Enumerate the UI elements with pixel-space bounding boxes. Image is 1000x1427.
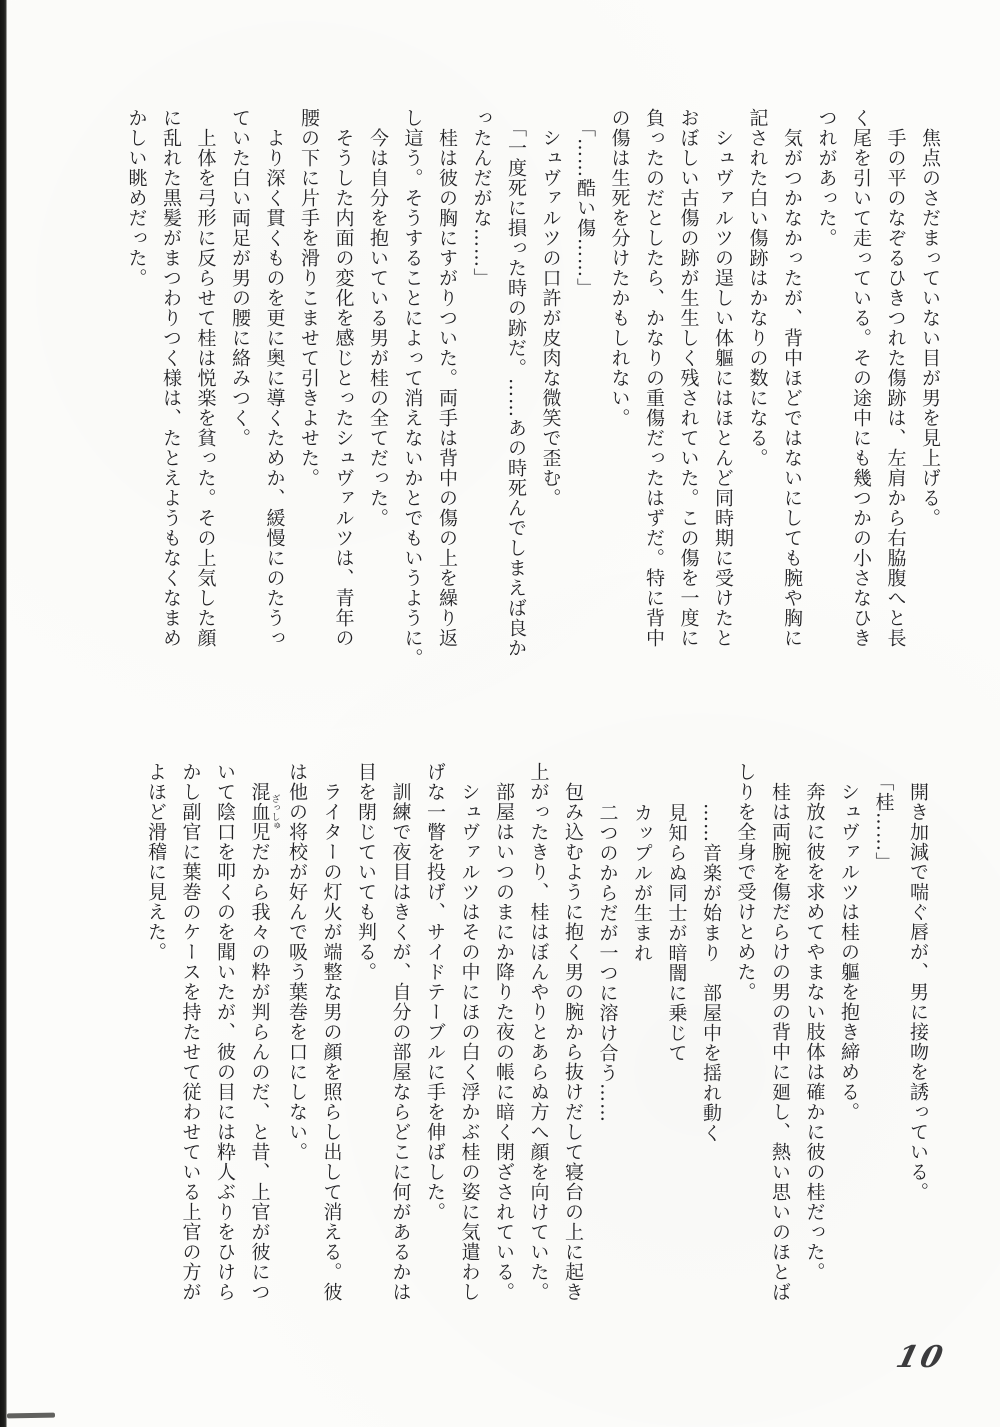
text-line: 今は自分を抱いている男が桂の全てだった。 (367, 128, 389, 528)
page-number: 10 (892, 1340, 950, 1375)
ruby-reading: ざっしゅ (269, 782, 280, 842)
text-line: いて陰口を叩くのを聞いたが、彼の目には粋人ぶりをひけら (214, 762, 236, 1302)
text-line: 訓練で夜目はきくが、自分の部屋ならどこに何があるかは (389, 782, 412, 1302)
text-line: 目を閉じていても判る。 (355, 762, 377, 982)
dialogue-line: 「桂……」 (872, 772, 895, 872)
lyric-line: ……音楽が始まり 部屋中を揺れ動く (700, 803, 722, 1143)
scan-binding-edge (0, 0, 7, 1427)
text-line: より深く貫くものを更に奥に導くためか、緩慢にのたうっ (263, 128, 286, 648)
text-line: 上体を弓形に反らせて桂は悦楽を貧った。その上気した顔 (194, 128, 217, 648)
text-line: 桂は彼の胸にすがりついた。両手は背中の傷の上を繰り返 (436, 128, 458, 648)
text-line: 腰の下に片手を滑りこませて引きよせた。 (298, 108, 320, 488)
dialogue-line: ったんだがな……」 (470, 108, 493, 288)
text-line: シュヴァルツの口許が皮肉な微笑で歪む。 (539, 128, 562, 508)
text-line: シュヴァルツは桂の軀を抱き締める。 (838, 782, 860, 1122)
text-line: く尾を引いて走っている。その途中にも幾つかの小さなひき (850, 108, 872, 648)
text-line: おぼしい古傷の跡が生生しく残されていた。この傷を一度に (677, 108, 700, 648)
text-line: つれがあった。 (815, 108, 838, 248)
dialogue-line: 「一度死に損った時の跡だ。……あの時死んでしまえば良か (505, 118, 527, 658)
text-line: げな一瞥を投げ、サイドテーブルに手を伸ばした。 (424, 762, 446, 1222)
text-line: シュヴァルツはその中にほの白く浮かぶ桂の姿に気遣わし (458, 782, 481, 1302)
text-line: 負ったのだとしたら、かなりの重傷だったはずだ。特に背中 (643, 108, 665, 648)
text-line: 部屋はいつのまにか降りた夜の帳に暗く閉ざされている。 (493, 782, 515, 1302)
text-line: ていた白い両足が男の腰に絡みつく。 (229, 108, 251, 448)
text-line: そうした内面の変化を感じとったシュヴァルツは、青年の (332, 128, 355, 648)
text-line: し這う。そうすることによって消えないかとでもいうように。 (401, 108, 424, 668)
lyric-line: カップルが生まれ (631, 803, 653, 963)
text-line: かしい眺めだった。 (125, 108, 148, 288)
text-line: の傷は生死を分けたかもしれない。 (608, 108, 631, 428)
text-line: 奔放に彼を求めてやまない肢体は確かに彼の桂だった。 (803, 782, 826, 1282)
text-line: 桂は両腕を傷だらけの男の背中に廻し、熱い思いのほとば (769, 782, 791, 1302)
text-line: シュヴァルツの逞しい体軀にはほとんど同時期に受けたと (712, 128, 734, 648)
main-text-lower (139, 762, 936, 1362)
text-line: かし副官に葉巻のケースを持たせて従わせている上官の方が (179, 762, 202, 1302)
text-line: よほど滑稽に見えた。 (145, 762, 167, 962)
text-line-with-furigana (242, 762, 280, 1362)
text-line: 包み込むように抱く男の腕から抜けだして寝台の上に起き (562, 782, 584, 1302)
text-line: 記された白い傷跡はかなりの数になる。 (746, 108, 769, 468)
text-line: に乱れた黒髪がまつわりつく様は、たとえようもなくなまめ (160, 108, 182, 648)
text-line: は他の将校が好んで吸う葉巻を口にしない。 (286, 762, 308, 1162)
lyric-line: 二つのからだが一つに溶け合う…… (596, 803, 619, 1123)
text-line: しりを全身で受けとめた。 (734, 762, 757, 1002)
text-line: 手の平のなぞるひきつれた傷跡は、左肩から右脇腹へと長 (884, 128, 907, 648)
main-text-upper (119, 108, 947, 708)
text-line: 焦点のさだまっていない目が男を見上げる。 (919, 128, 941, 528)
text-line: 開き加減で喘ぐ唇が、男に接吻を誘っている。 (907, 782, 929, 1202)
dialogue-line: 「……酷い傷……」 (574, 118, 596, 298)
text-line: 上がったきり、桂はぼんやりとあらぬ方へ顔を向けていた。 (527, 762, 550, 1302)
text-line: 気がつかなかったが、背中ほどではないにしても腕や胸に (781, 128, 803, 648)
scan-smudge-mark (7, 1413, 55, 1419)
text-line-rest: だから我々の粋が判らんのだ、と昔、上官が彼につ (248, 842, 271, 1302)
lyric-line: 見知らぬ同士が暗闇に乗じて (665, 803, 688, 1063)
ruby-base: 混血児 (248, 782, 271, 842)
furigana-ruby (248, 782, 280, 842)
text-line: ライターの灯火が端整な男の顔を照らし出して消える。彼 (320, 782, 343, 1302)
